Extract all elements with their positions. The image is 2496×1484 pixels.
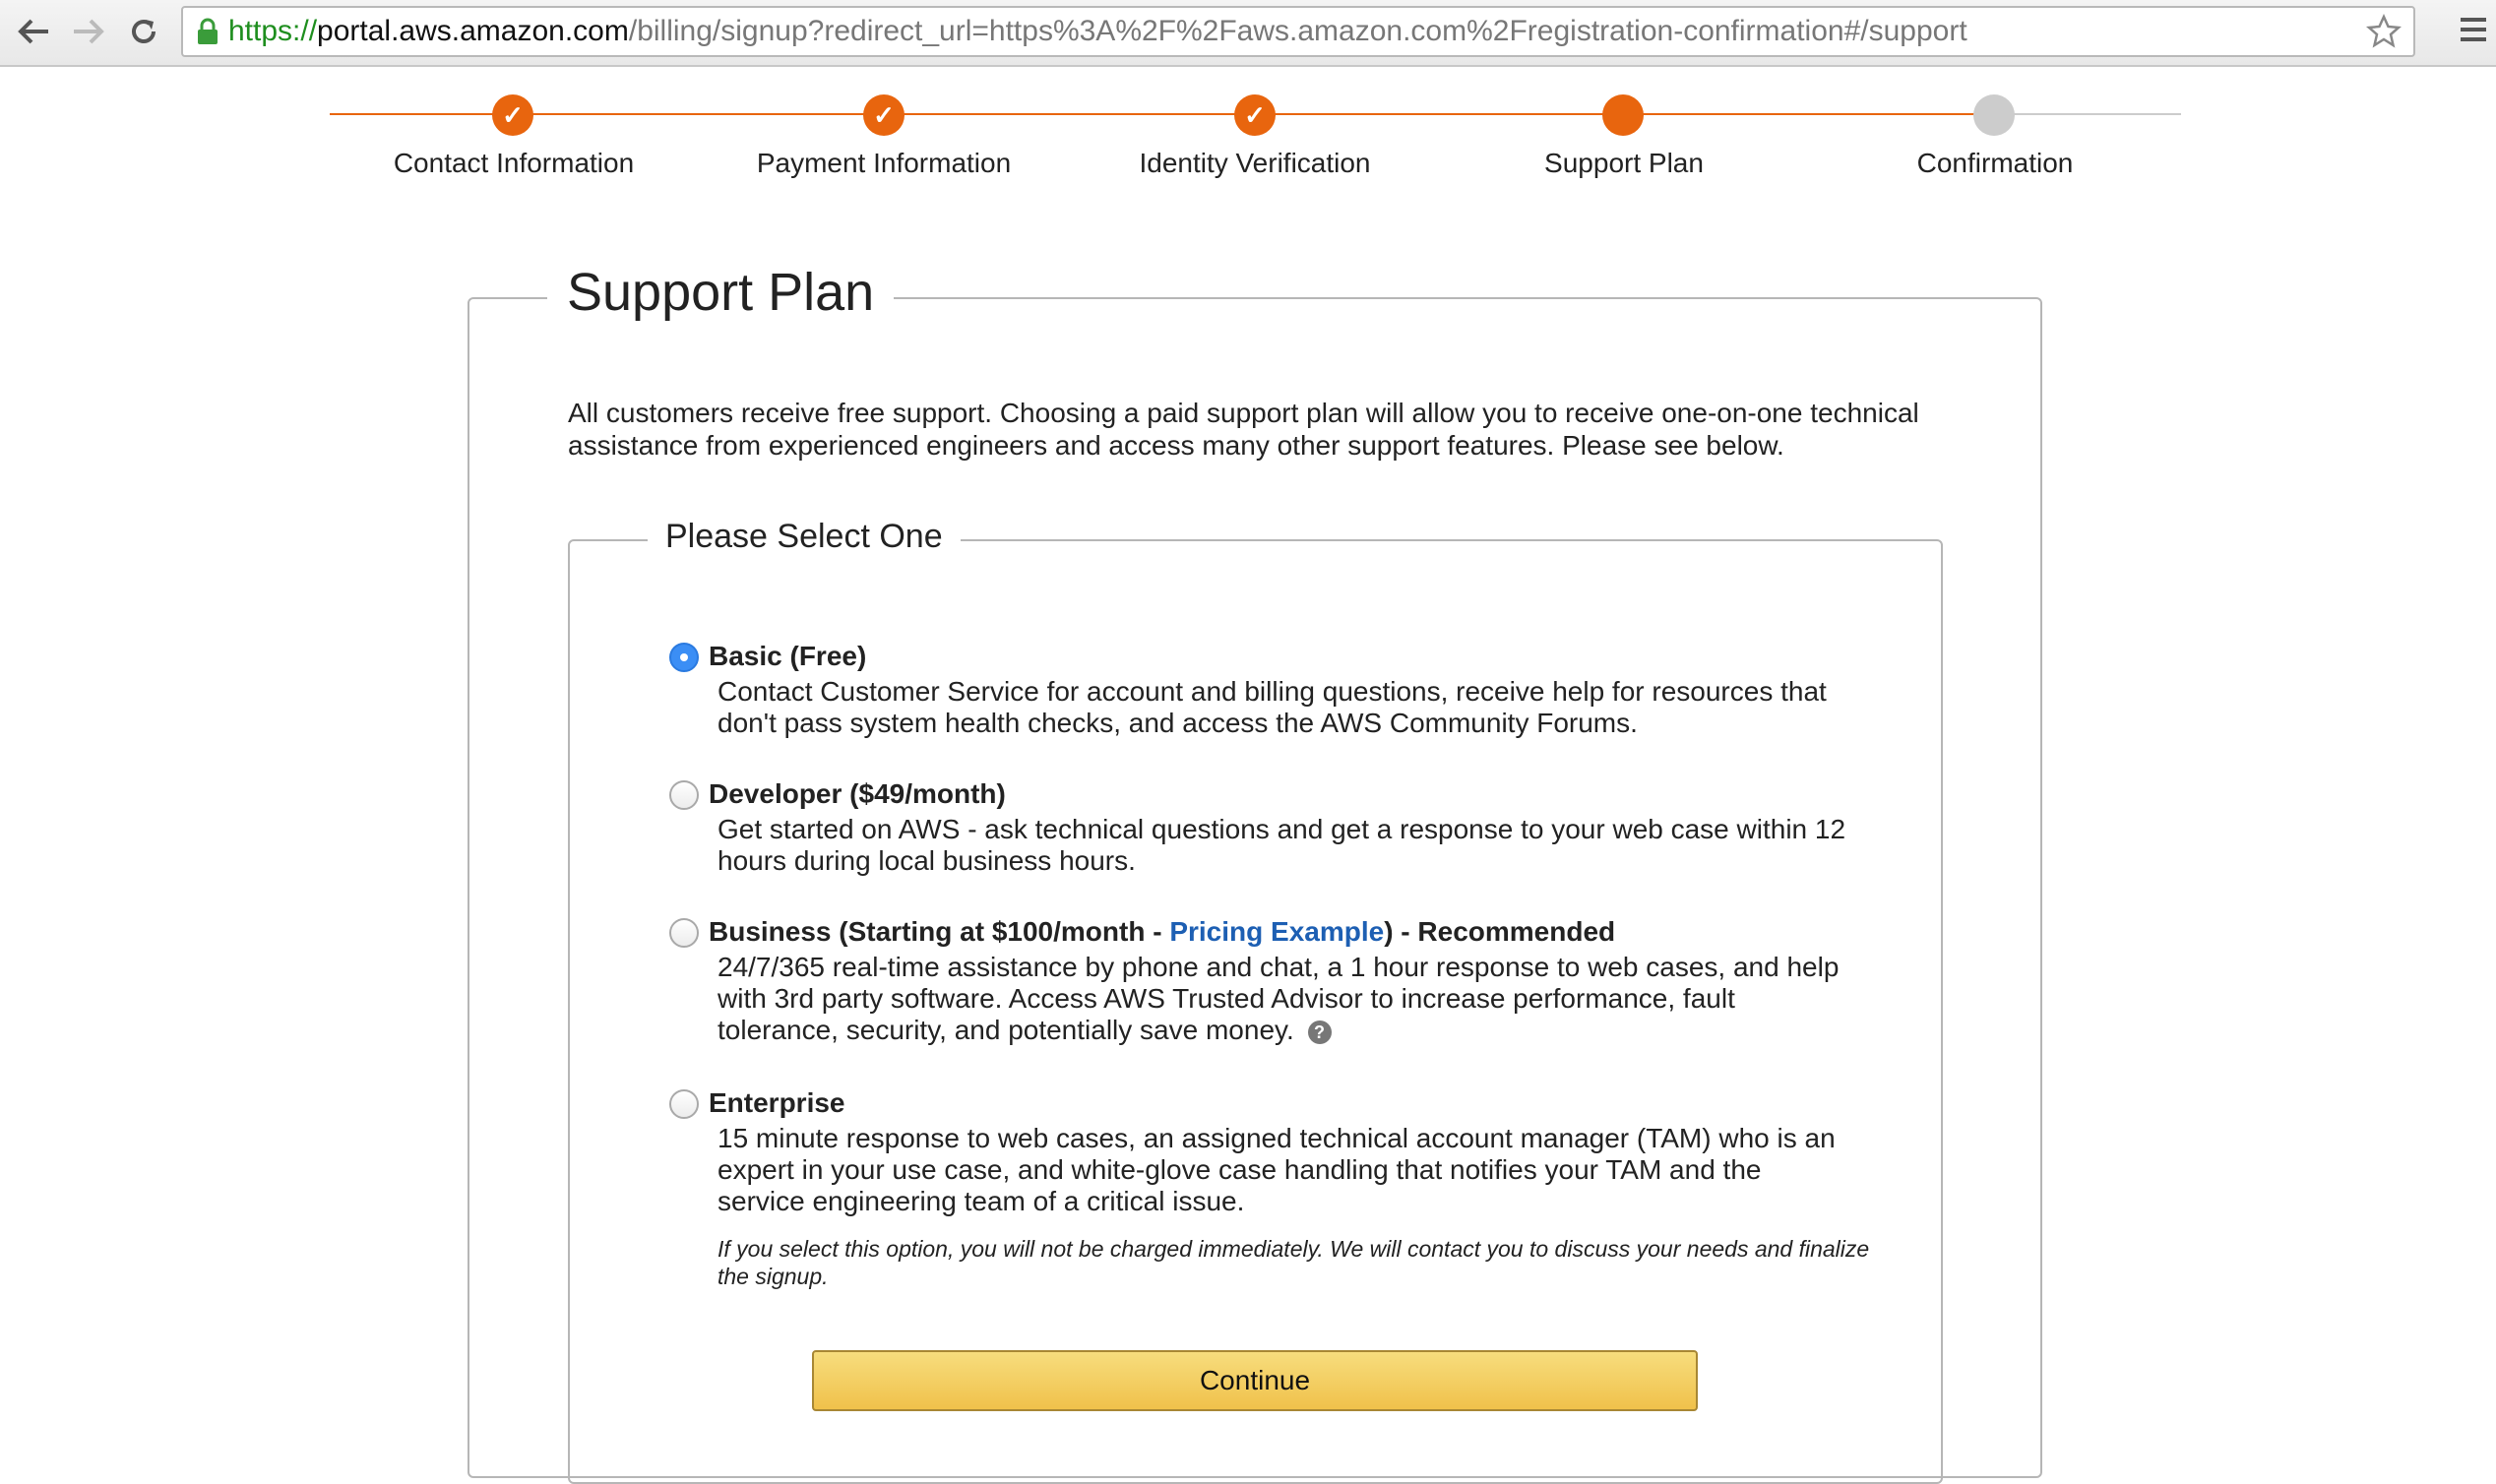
reload-button[interactable] [118,8,169,55]
plan-title-enterprise: Enterprise [709,1087,845,1118]
radio-business[interactable] [669,918,699,948]
plan-desc-developer: Get started on AWS - ask technical questions and get a response to your web case within 12 hours during local business hours. [718,814,1846,876]
plan-option-enterprise[interactable] [669,1087,1850,1215]
back-button[interactable] [8,8,59,55]
radio-basic[interactable] [669,643,699,672]
page-title: Support Plan [547,262,894,323]
reload-icon [128,16,159,47]
plan-desc-basic: Contact Customer Service for account and billing questions, receive help for resources that don't pass system health checks, and access the AWS Community Forums. [718,676,1827,738]
forward-button[interactable] [63,8,114,55]
step-label-support: Support Plan [1544,148,1704,178]
pricing-example-link[interactable]: Pricing Example [1169,916,1385,947]
step-2-check-icon: ✓ [863,94,905,136]
plan-title-business-prefix: Business (Starting at $100/month - [709,916,1170,947]
step-3-check-icon: ✓ [1234,94,1276,136]
step-label-payment: Payment Information [756,148,1012,178]
step-5-pending-dot [1973,94,2015,136]
intro-text: All customers receive free support. Choosing a paid support plan will allow you to receive one-on-one technical assistance from experienced engineers and access many other support features. Please see below. [568,398,1919,461]
plan-title-business [709,916,1615,948]
step-label-confirmation: Confirmation [1916,148,2074,178]
lock-icon [197,18,218,45]
plan-selection-title: Please Select One [648,518,961,556]
forward-arrow-icon [72,17,105,46]
plan-desc-business [718,952,1849,1046]
continue-button[interactable]: Continue [812,1350,1698,1411]
plan-title-basic: Basic (Free) [709,641,867,671]
url-scheme: https:// [228,15,318,47]
help-icon[interactable]: ? [1308,1020,1332,1044]
plan-title-developer: Developer ($49/month) [709,778,1006,809]
browser-toolbar [0,0,2496,67]
enterprise-note: If you select this option, you will not be charged immediately. We will contact you to discuss your needs and finalize the signup. [718,1236,1870,1289]
plan-desc-enterprise: 15 minute response to web cases, an assigned technical account manager (TAM) who is an expert in your use case, and white-glove case handling that notifies your TAM and the service engineering team of a critical issue. [718,1123,1836,1216]
back-arrow-icon [17,17,50,46]
browser-menu-icon[interactable] [2459,12,2488,52]
step-label-contact: Contact Information [393,148,635,178]
step-4-current-dot [1602,94,1644,136]
radio-enterprise[interactable] [669,1089,699,1119]
plan-desc-business-text: 24/7/365 real-time assistance by phone and chat, a 1 hour response to web cases, and help with 3rd party software. Access AWS Trusted Advisor to increase performance, fault tolerance, security, and potentially save money. [718,952,1840,1045]
bookmark-star-icon[interactable] [2366,14,2402,57]
progress-line-complete [330,113,1995,115]
progress-line-pending [1995,113,2181,115]
radio-developer[interactable] [669,780,699,810]
plan-title-business-suffix: ) - Recommended [1384,916,1616,947]
plan-option-basic[interactable] [669,641,1850,739]
address-bar[interactable] [181,6,2415,57]
plan-option-business[interactable] [669,916,1850,1044]
step-label-identity: Identity Verification [1139,148,1371,178]
url-path: /billing/signup?redirect_url=https%3A%2F%2Faws.amazon.com%2Fregistration-confirmation#/support [628,15,1967,47]
url-host: portal.aws.amazon.com [317,15,629,47]
step-1-check-icon: ✓ [492,94,533,136]
plan-option-developer[interactable] [669,778,1850,877]
